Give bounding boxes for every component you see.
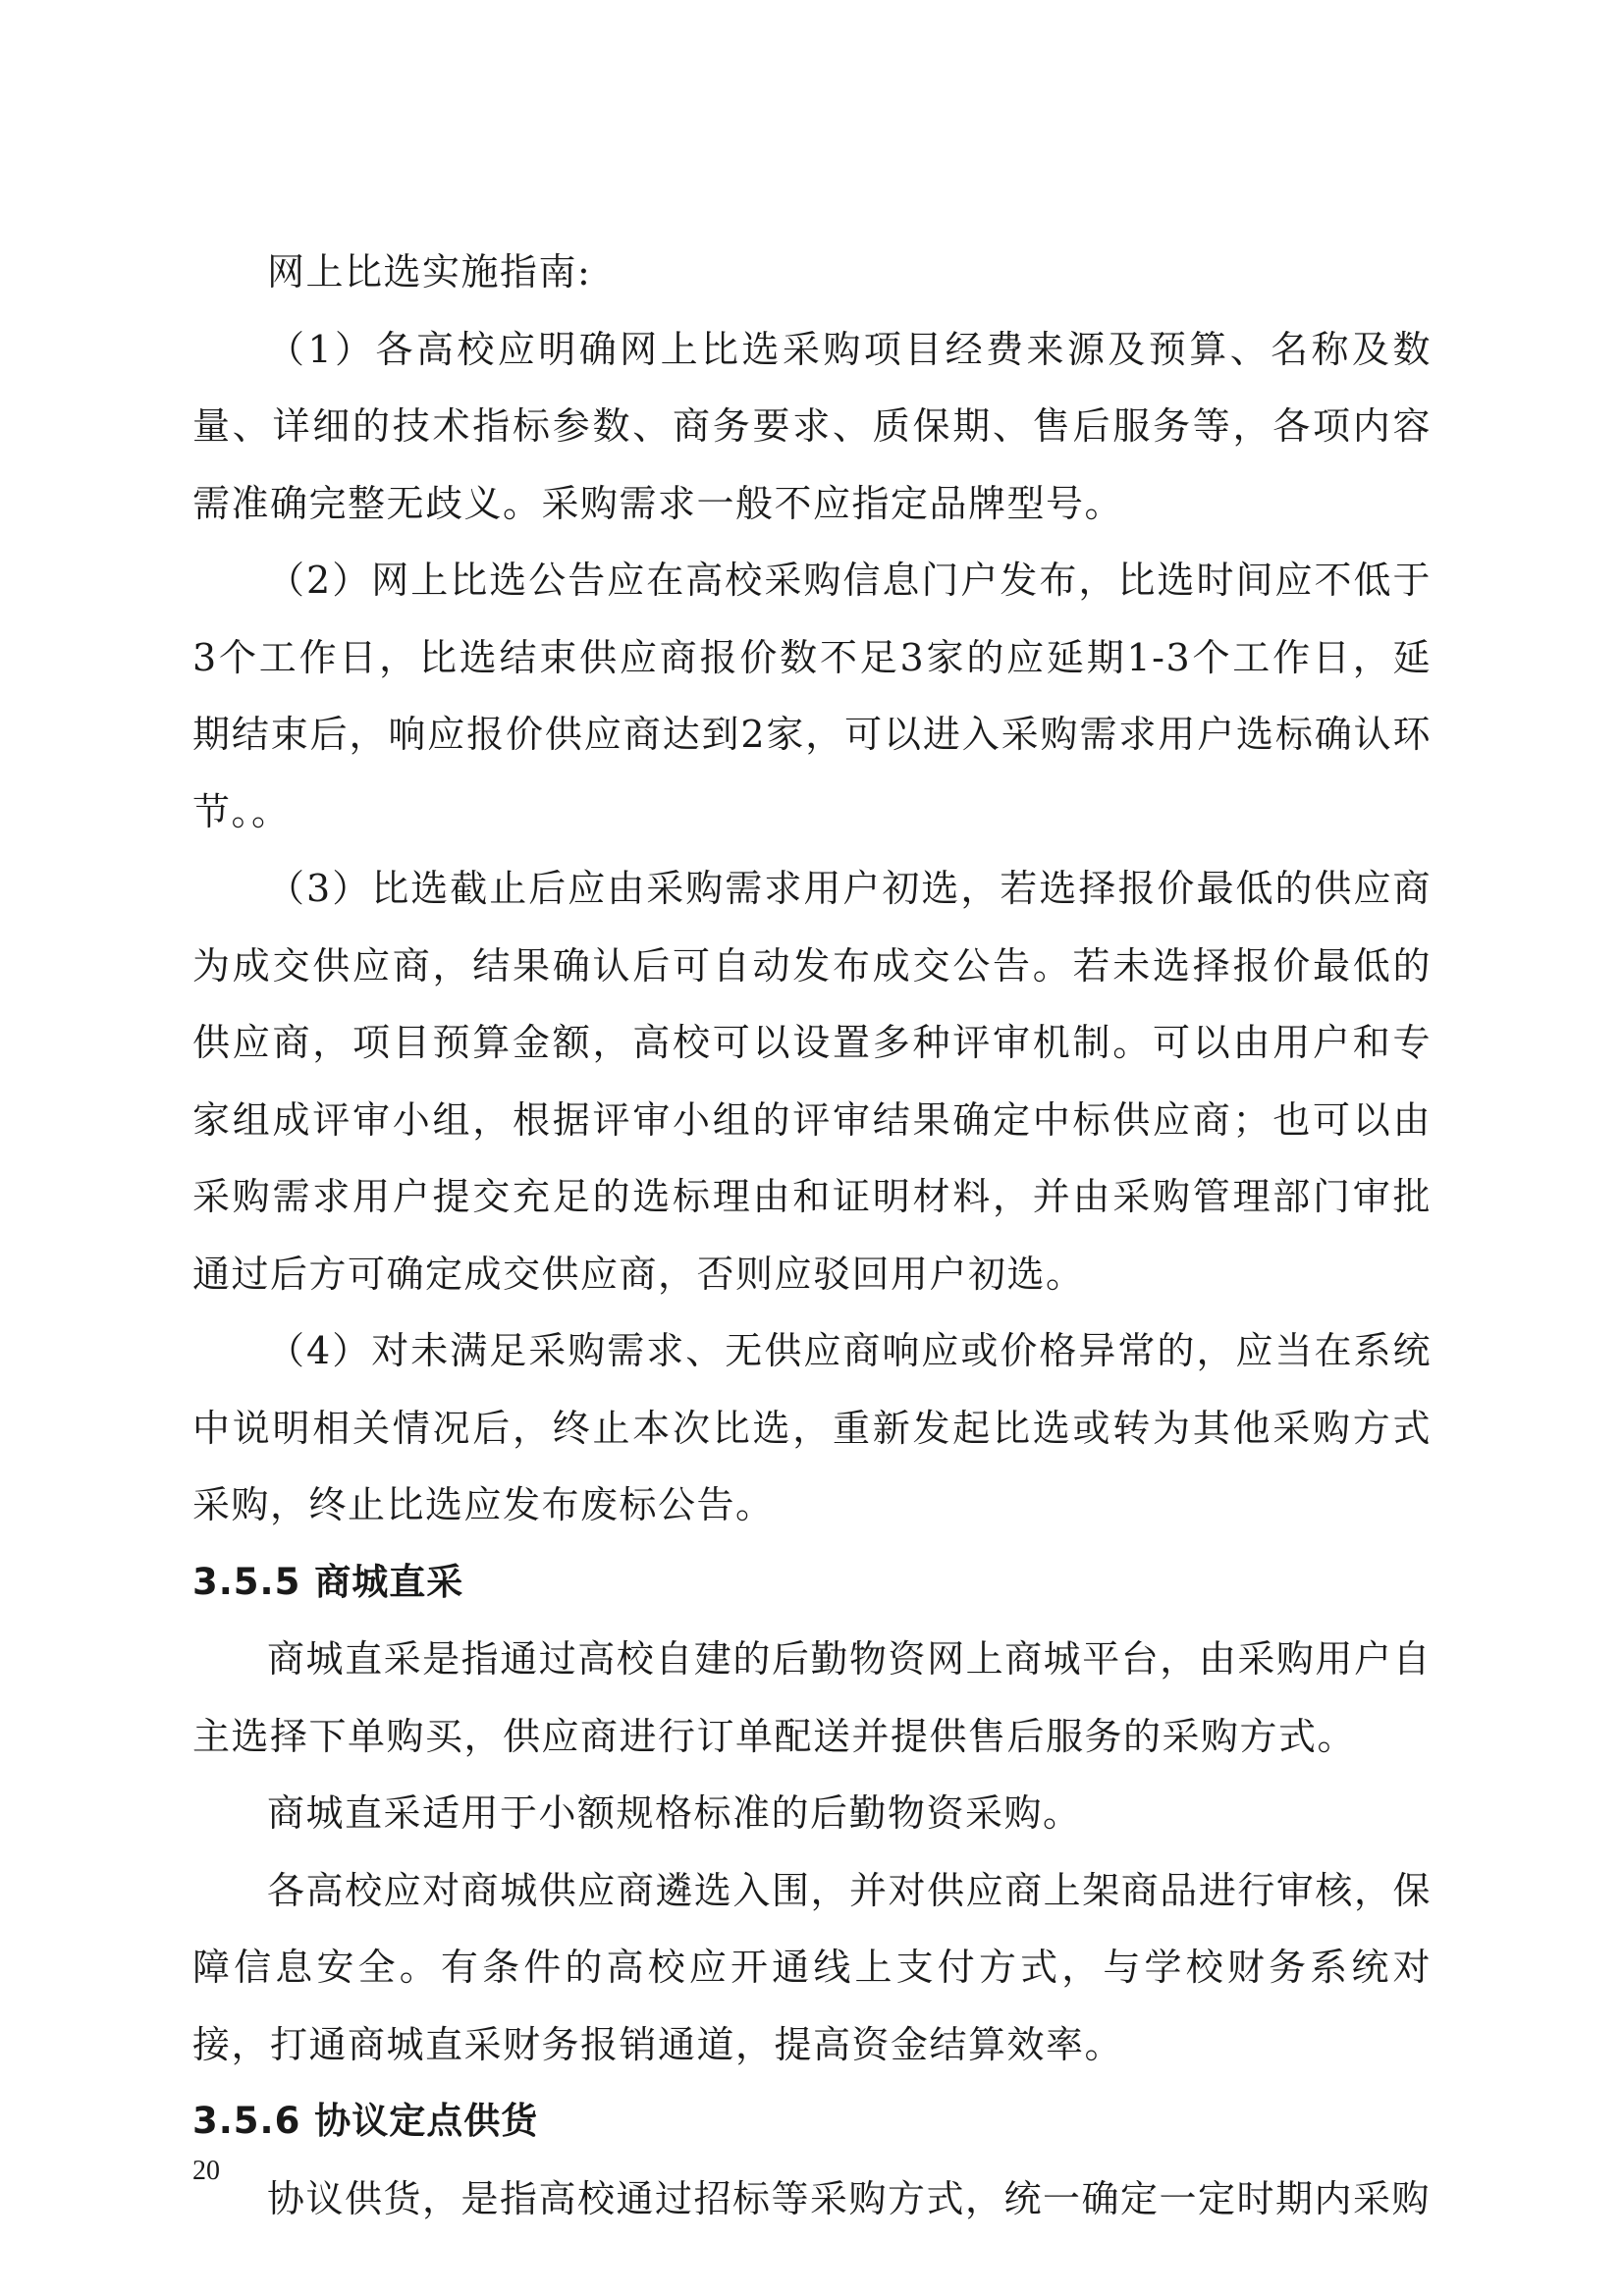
paragraph-mall-definition: 商城直采是指通过高校自建的后勤物资网上商城平台，由采购用户自主选择下单购买，供应商进行订单配送并提供售后服务的采购方式。 xyxy=(192,1637,1432,1758)
paragraph-agreement-supply: 协议供货，是指高校通过招标等采购方式，统一确定一定时期内采购 xyxy=(267,2176,1432,2220)
paragraph-item-4: （4）对未满足采购需求、无供应商响应或价格异常的，应当在系统中说明相关情况后，终止本次比选，重新发起比选或转为其他采购方式采购，终止比选应发布废标公告。 xyxy=(192,1329,1432,1526)
paragraph-mall-requirements: 各高校应对商城供应商遴选入围，并对供应商上架商品进行审核，保障信息安全。有条件的高校应开通线上支付方式，与学校财务系统对接，打通商城直采财务报销通道，提高资金结算效率。 xyxy=(192,1868,1432,2066)
paragraph-item-1: （1）各高校应明确网上比选采购项目经费来源及预算、名称及数量、详细的技术指标参数、商务要求、质保期、售后服务等，各项内容需准确完整无歧义。采购需求一般不应指定品牌型号。 xyxy=(192,327,1432,525)
paragraph-mall-scope: 商城直采适用于小额规格标准的后勤物资采购。 xyxy=(267,1791,1082,1835)
section-heading-3-5-6: 3.5.6 协议定点供货 xyxy=(192,2100,539,2142)
document-body xyxy=(192,234,1432,2237)
page-number: 20 xyxy=(192,2156,220,2186)
paragraph-item-3: （3）比选截止后应由采购需求用户初选，若选择报价最低的供应商为成交供应商，结果确认后可自动发布成交公告。若未选择报价最低的供应商，项目预算金额，高校可以设置多种评审机制。可以由用户和专家组成评审小组，根据评审小组的评审结果确定中标供应商；也可以由采购需求用户提交充足的选标理由和证明材料，并由采购管理部门审批通过后方可确定成交供应商，否则应驳回用户初选。 xyxy=(192,867,1432,1296)
section-heading-3-5-5: 3.5.5 商城直采 xyxy=(192,1560,464,1603)
paragraph-item-2: （2）网上比选公告应在高校采购信息门户发布，比选时间应不低于3个工作日，比选结束供应商报价数不足3家的应延期1-3个工作日，延期结束后，响应报价供应商达到2家，可以进入采购需求用户选标确认环节。。 xyxy=(192,559,1432,833)
paragraph-guide-title: 网上比选实施指南: xyxy=(267,250,592,294)
